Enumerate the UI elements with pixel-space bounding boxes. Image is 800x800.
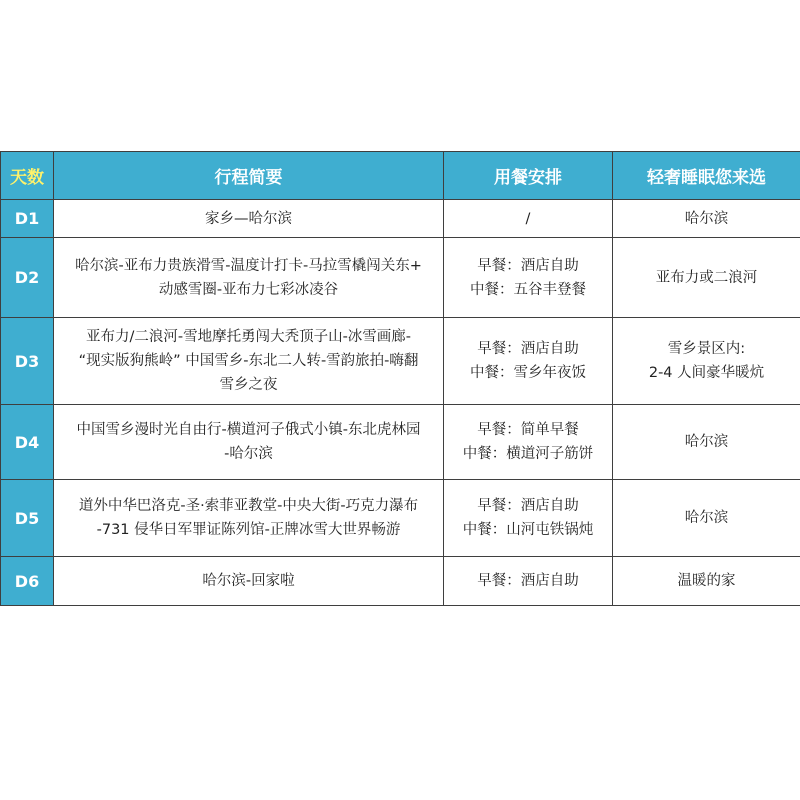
meal-line: 早餐：酒店自助: [477, 257, 579, 274]
hotel-cell: [613, 238, 800, 318]
route-cell: [54, 238, 444, 318]
table-row: [1, 480, 800, 557]
meal-line: 中餐：横道河子筋饼: [462, 446, 594, 462]
hotel-cell: [613, 200, 800, 238]
hotel-cell: [613, 318, 800, 405]
header-meals: 用餐安排: [444, 152, 613, 200]
meal-line: 早餐：酒店自助: [477, 341, 579, 357]
meal-line: 中餐：雪乡年夜饭: [470, 365, 586, 381]
hotel-line: 雪乡景区内:: [667, 341, 746, 357]
route-line: 道外中华巴洛克-圣·索菲亚教堂-中央大街-巧克力瀑布: [78, 498, 419, 514]
day-label: D1: [1, 200, 54, 238]
meals-cell: [444, 480, 613, 557]
hotel-line: 2-4 人间豪华暖炕: [648, 365, 765, 381]
route-line: 哈尔滨-回家啦: [202, 573, 295, 589]
hotel-line: 温暖的家: [677, 573, 736, 589]
route-line: 动感雪圈-亚布力七彩冰凌谷: [158, 281, 339, 298]
itinerary-table: [0, 151, 800, 606]
meal-line: 中餐：山河屯铁锅炖: [462, 522, 594, 538]
meals-cell: [444, 318, 613, 405]
hotel-cell: [613, 480, 800, 557]
route-line: 亚布力/二浪河-雪地摩托勇闯大秃顶子山-冰雪画廊-: [85, 329, 412, 345]
meals-cell: [444, 405, 613, 480]
hotel-line: 哈尔滨: [684, 510, 729, 526]
route-line: -哈尔滨: [224, 446, 273, 462]
route-cell: [54, 318, 444, 405]
meal-line: 早餐：酒店自助: [477, 498, 579, 514]
hotel-cell: [613, 557, 800, 606]
route-line: 中国雪乡漫时光自由行-横道河子俄式小镇-东北虎林园: [76, 422, 421, 438]
header-hotel: 轻奢睡眠您来选: [613, 152, 800, 200]
route-cell: [54, 200, 444, 238]
route-cell: [54, 405, 444, 480]
route-line: 雪乡之夜: [219, 377, 278, 393]
day-label: D6: [1, 557, 54, 606]
route-line: “现实版狗熊岭” 中国雪乡-东北二人转-雪韵旅拍-嗨翻: [78, 353, 419, 369]
day-label: D2: [1, 238, 54, 318]
route-line: -731 侵华日军罪证陈列馆-正牌冰雪大世界畅游: [96, 522, 401, 538]
route-cell: [54, 557, 444, 606]
meals-cell: [444, 557, 613, 606]
day-label: D5: [1, 480, 54, 557]
hotel-cell: [613, 405, 800, 480]
header-route: 行程简要: [54, 152, 444, 200]
hotel-line: 亚布力或二浪河: [655, 269, 758, 286]
header-day: 天数: [1, 152, 54, 200]
meal-line: /: [525, 210, 531, 227]
day-label: D4: [1, 405, 54, 480]
day-label: D3: [1, 318, 54, 405]
table-row: [1, 238, 800, 318]
route-line: 哈尔滨-亚布力贵族滑雪-温度计打卡-马拉雪橇闯关东+: [75, 257, 422, 274]
meal-line: 早餐：酒店自助: [477, 573, 579, 589]
route-line: 家乡—哈尔滨: [205, 210, 292, 227]
meals-cell: [444, 238, 613, 318]
table-row: [1, 318, 800, 405]
table-row: [1, 405, 800, 480]
table-row: [1, 200, 800, 238]
meal-line: 早餐：简单早餐: [477, 422, 579, 438]
table-row: [1, 557, 800, 606]
meal-line: 中餐：五谷丰登餐: [470, 281, 586, 298]
meals-cell: [444, 200, 613, 238]
route-cell: [54, 480, 444, 557]
header-row: [1, 152, 800, 200]
hotel-line: 哈尔滨: [684, 210, 729, 227]
hotel-line: 哈尔滨: [684, 434, 729, 450]
